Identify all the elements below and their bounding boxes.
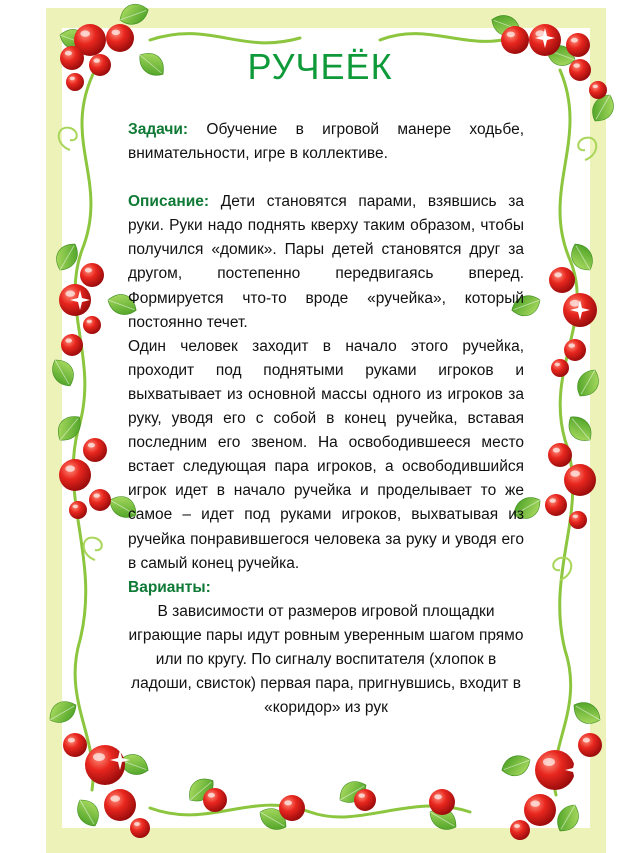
variants-label: Варианты:: [128, 578, 211, 596]
description-text: Дети становятся парами, взявшись за руки. Руки надо поднять кверху таким образом, чтобы получился «домик». Пары детей становятся друг за другом, постепенно передвигаясь вперед. Формируется что-то вроде «ручейка», который постоянно течет.: [128, 193, 524, 331]
variants-heading: [128, 576, 524, 600]
description-paragraph-2: Один человек заходит в начало этого ручейка, проходит под поднятыми руками игроков и выхватывает из основной массы одного из игроков за руку, уводя его с собой в конец ручейка, вставая последним его звеном. На освободившееся место встает следующая пара игроков, а освободившийся игрок идет в начало ручейка и проделывает то же самое – идет под руками игроков, выхватывая из ручейка понравившегося человека за руку и уводя его в самый конец ручейка.: [128, 337, 524, 572]
tasks-text: Обучение в игровой манере ходьбе, внимательности, игре в коллективе.: [128, 121, 524, 163]
game-description: [128, 118, 524, 720]
variants-text: В зависимости от размеров игровой площадки играющие пары идут ровным уверенным шагом прямо или по кругу. По сигналу воспитателя (хлопок в ладоши, свисток) первая пара, пригнувшись, входит в «коридор» из рук: [128, 602, 524, 717]
tasks-paragraph: [128, 118, 524, 166]
tasks-label: Задачи:: [128, 121, 189, 138]
description-paragraph: [128, 190, 524, 335]
description-label: Описание:: [128, 193, 210, 211]
page-title: РУЧЕЁК: [247, 46, 393, 87]
spacer: [128, 166, 524, 190]
